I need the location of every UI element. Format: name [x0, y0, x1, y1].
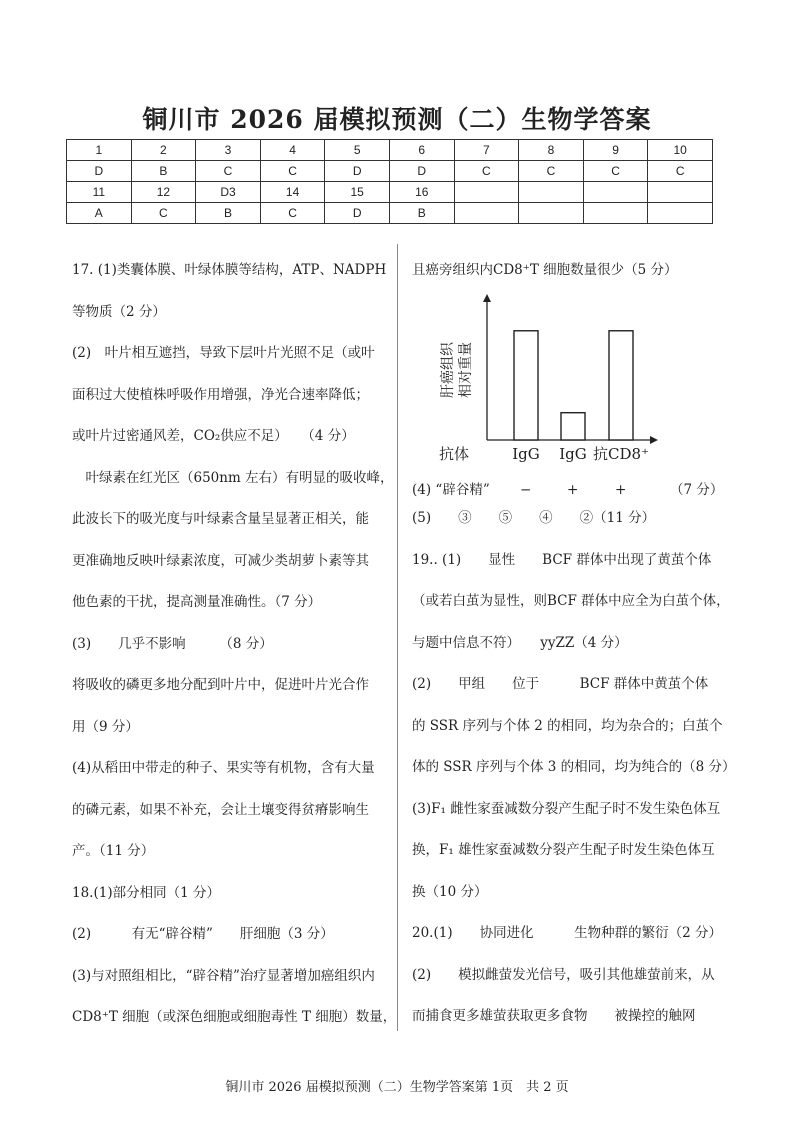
row2-value: + [615, 482, 627, 498]
y-label-line1: 肝癌组织 [440, 342, 456, 398]
table-cell: 16 [389, 182, 454, 203]
bar-1 [514, 331, 538, 440]
answer-line: (2) 叶片相互遮挡，导致下层叶片光照不足（或叶 [72, 345, 375, 361]
row2-label: (4) “辟谷精” [412, 482, 490, 498]
table-cell [519, 182, 584, 203]
x-tick-label: IgG [512, 445, 540, 463]
answer-line: 换，F₁ 雄性家蚕减数分裂产生配子时发生染色体互 [412, 842, 715, 858]
table-cell: 4 [260, 140, 325, 161]
answer-line: (3) 几乎不影响 （8 分） [72, 635, 273, 652]
table-cell: 5 [325, 140, 390, 161]
answer-line: 或叶片过密通风差，CO₂供应不足） （4 分） [72, 428, 355, 444]
x-tick-label: IgG [559, 445, 587, 463]
answer-line: (2) 甲组 位于 BCF 群体中黄茧个体 [412, 676, 709, 692]
table-cell: C [260, 203, 325, 224]
table-cell: C [454, 161, 519, 182]
table-row [67, 161, 713, 182]
bar-2 [561, 413, 585, 440]
answer-line: 20.(1) 协同进化 生物种群的繁衍（2 分） [412, 925, 722, 941]
table-cell: 11 [67, 182, 132, 203]
table-cell: B [389, 203, 454, 224]
answer-line: （或若白茧为显性，则BCF 群体中应全为白茧个体， [412, 593, 730, 609]
table-cell: 7 [454, 140, 519, 161]
table-cell: B [196, 203, 261, 224]
table-cell: 9 [583, 140, 648, 161]
answer-line: 的磷元素，如果不补充，会让土壤变得贫瘠影响生 [72, 801, 369, 818]
answer-line: 叶绿素在红光区（650nm 左右）有明显的吸收峰， [72, 469, 394, 486]
answer-line: (2) 模拟雌萤发光信号，吸引其他雄萤前来，从 [412, 966, 715, 983]
answer-line: (2) 有无“辟谷精” 肝细胞（3 分） [72, 926, 334, 942]
answer-line: 更准确地反映叶绿素浓度，可减少类胡萝卜素等其 [72, 552, 369, 569]
answer-line: 而捕食更多雄萤获取更多食物 被操控的触网 [412, 1008, 696, 1024]
column-divider [397, 244, 398, 1031]
table-cell: 2 [131, 140, 196, 161]
x-tick-label: 抗CD8⁺ [593, 445, 649, 463]
table-cell: 12 [131, 182, 196, 203]
table-cell: D [67, 161, 132, 182]
answer-line: 将吸收的磷更多地分配到叶片中，促进叶片光合作 [72, 677, 369, 693]
table-cell: C [648, 161, 713, 182]
answer-line: (5) ③ ⑤ ④ ②（11 分） [412, 510, 656, 526]
answer-line: 换（10 分） [412, 883, 488, 900]
bar-3 [609, 331, 633, 440]
answer-line: CD8⁺T 细胞（或深色细胞或细胞毒性 T 细胞）数量， [72, 1009, 397, 1025]
table-cell: 8 [519, 140, 584, 161]
y-label-line2: 相对重量 [458, 342, 474, 398]
table-cell [583, 182, 648, 203]
table-cell [454, 182, 519, 203]
right-column-lower [412, 498, 736, 1038]
answer-line: 产。（11 分） [72, 843, 155, 859]
table-cell: 14 [260, 182, 325, 203]
table-cell: C [196, 161, 261, 182]
x-axis-arrow [650, 436, 658, 444]
table-cell: C [583, 161, 648, 182]
table-cell: C [519, 161, 584, 182]
table-cell [648, 203, 713, 224]
y-axis-arrow [483, 294, 491, 302]
answer-line: (4)从稻田中带走的种子、果实等有机物，含有大量 [72, 760, 375, 776]
answer-line: 等物质（2 分） [72, 303, 166, 320]
right-column [412, 250, 724, 292]
table-row [67, 203, 713, 224]
row1-label: 抗体 [438, 445, 470, 463]
row2-value: + [567, 482, 579, 498]
table-row [67, 182, 713, 203]
table-cell: C [131, 203, 196, 224]
answer-line: 且癌旁组织内CD8⁺T 细胞数量很少（5 分） [412, 262, 678, 278]
left-column [72, 250, 397, 1039]
page-title: 铜川市 2026 届模拟预测（二）生物学答案 [142, 105, 652, 134]
table-cell: 1 [67, 140, 132, 161]
answer-line: 此波长下的吸光度与叶绿素含量呈显著正相关，能 [72, 511, 369, 527]
table-cell [454, 203, 519, 224]
answer-line: 用（9 分） [72, 718, 139, 735]
row2-value: − [520, 482, 532, 498]
table-cell: 3 [196, 140, 261, 161]
table-cell [519, 203, 584, 224]
answer-line: 面积过大使植株呼吸作用增强，净光合速率降低； [72, 386, 369, 403]
table-cell: 6 [389, 140, 454, 161]
row2-score: （7 分） [670, 482, 724, 498]
table-cell: D [325, 161, 390, 182]
table-cell: D [325, 203, 390, 224]
table-cell [648, 182, 713, 203]
answer-line: 的 SSR 序列与个体 2 的相同，均为杂合的；白茧个 [412, 717, 723, 734]
answer-line: 17. (1)类囊体膜、叶绿体膜等结构，ATP、NADPH [72, 262, 387, 278]
table-cell: D [389, 161, 454, 182]
answer-line: 体的 SSR 序列与个体 3 的相同，均为纯合的（8 分） [412, 759, 736, 775]
table-cell: B [131, 161, 196, 182]
answer-line: 与题中信息不符） yyZZ（4 分） [412, 634, 628, 651]
answer-table [66, 139, 713, 224]
answer-line: 19.. (1) 显性 BCF 群体中出现了黄茧个体 [412, 551, 712, 568]
table-cell: 15 [325, 182, 390, 203]
answer-line: 他色素的干扰，提高测量准确性。（7 分） [72, 594, 322, 610]
answer-line: (3)与对照组相比，“辟谷精”治疗显著增加癌组织内 [72, 967, 375, 984]
table-cell: C [260, 161, 325, 182]
page-footer: 铜川市 2026 届模拟预测（二）生物学答案第 1页 共 2 页 [225, 1080, 569, 1095]
table-cell [583, 203, 648, 224]
table-cell: A [67, 203, 132, 224]
table-cell: 10 [648, 140, 713, 161]
table-cell: D3 [196, 182, 261, 203]
bar-chart [414, 292, 674, 470]
answer-line: (3)F₁ 雌性家蚕减数分裂产生配子时不发生染色体互 [412, 800, 721, 817]
answer-line: 18.(1)部分相同（1 分） [72, 884, 220, 901]
table-row [67, 140, 713, 161]
